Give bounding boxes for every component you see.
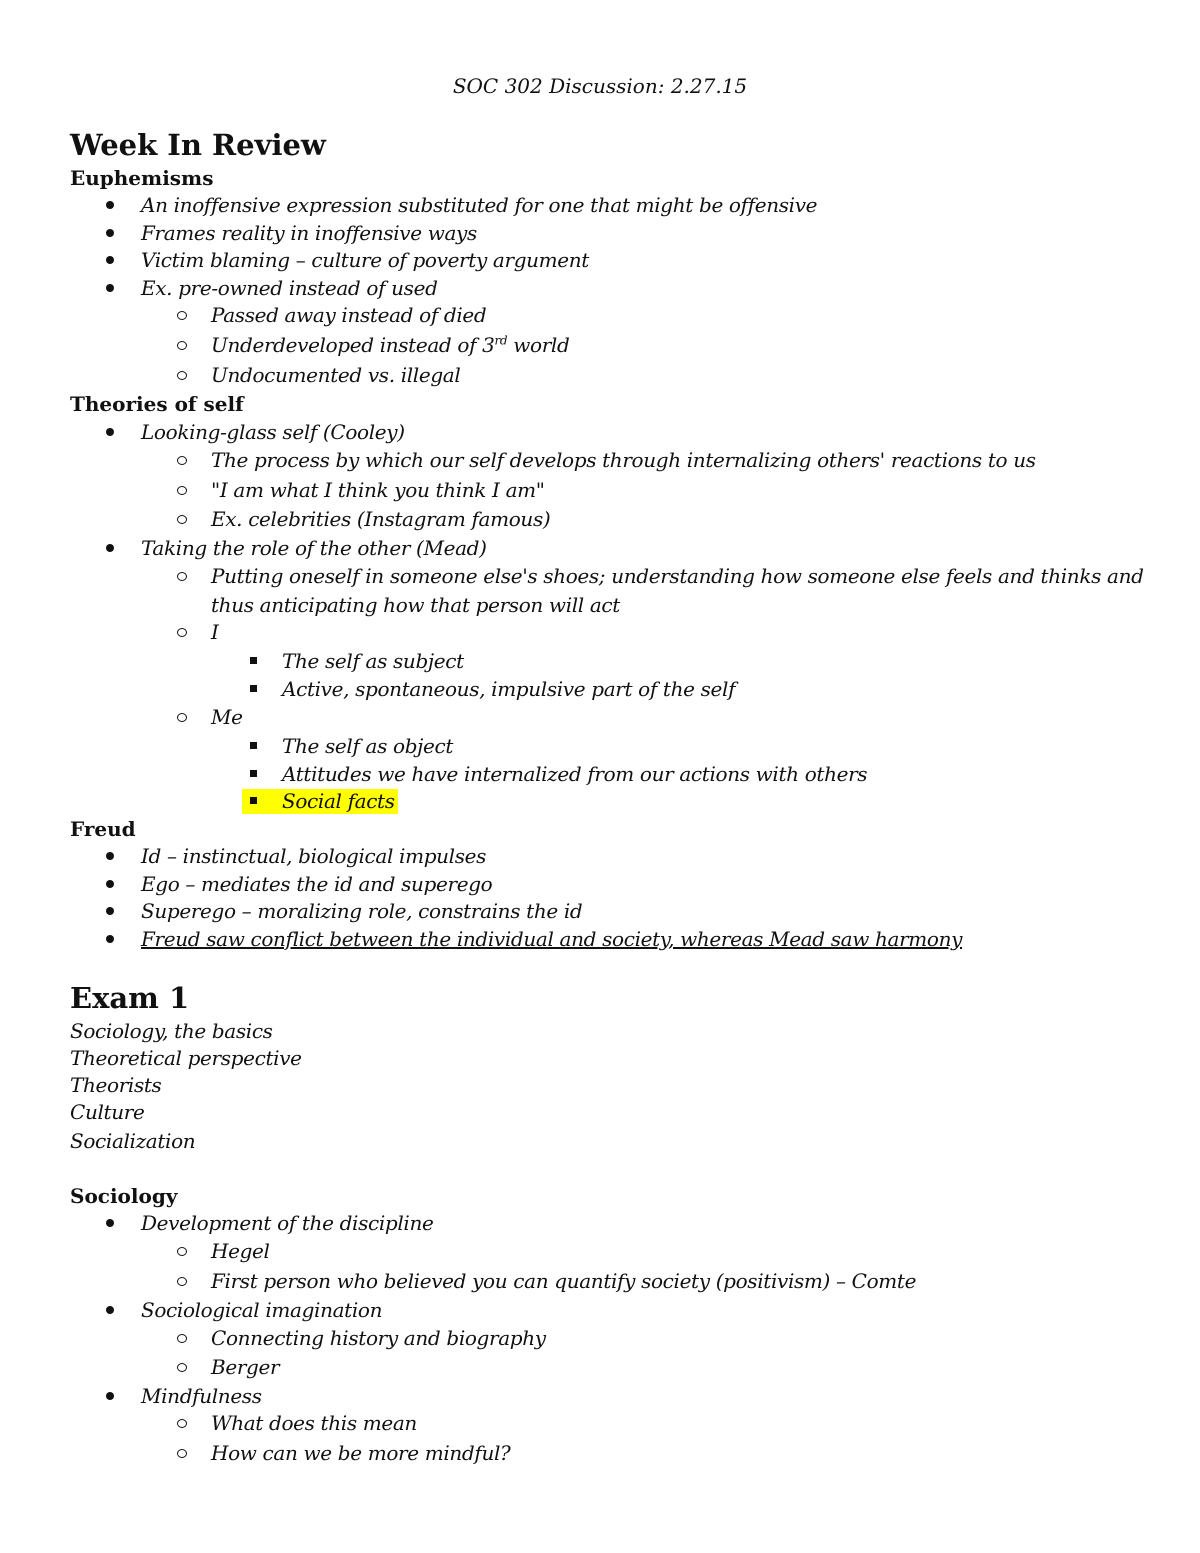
exam-topic: Theoretical perspective [70, 1046, 302, 1070]
circle-bullet-icon [177, 572, 187, 581]
list-item-text: Me [211, 705, 243, 729]
bullet-icon [106, 1306, 114, 1314]
bullet-icon [106, 1219, 114, 1227]
list-item-text [211, 332, 569, 358]
bullet-icon [106, 201, 114, 209]
page-header: SOC 302 Discussion: 2.27.15 [452, 74, 748, 98]
list-item-text: First person who believed you can quantify society (positivism) – Comte [211, 1269, 917, 1293]
exam-topic: Sociology, the basics [70, 1019, 273, 1043]
square-bullet-icon [250, 657, 257, 664]
superscript: rd [494, 333, 508, 348]
bullet-icon [106, 428, 114, 436]
list-item-text: Passed away instead of died [211, 303, 487, 327]
circle-bullet-icon [177, 1449, 187, 1458]
text-part: Underdeveloped instead of 3 [211, 333, 495, 357]
list-item-text: The process by which our self develops through internalizing others' reactions to us [211, 448, 1036, 472]
heading-freud: Freud [70, 817, 136, 841]
text-part: world [507, 333, 570, 357]
list-item-text: What does this mean [211, 1411, 417, 1435]
list-item-text: Looking-glass self (Cooley) [141, 420, 405, 444]
bullet-icon [106, 880, 114, 888]
list-item-text: Active, spontaneous, impulsive part of the self [282, 677, 736, 701]
list-item-text: Attitudes we have internalized from our actions with others [282, 762, 868, 786]
list-item-text: "I am what I think you think I am" [211, 478, 545, 502]
list-item-text: Superego – moralizing role, constrains the id [141, 899, 583, 923]
list-item-text: An inoffensive expression substituted for one that might be offensive [141, 193, 818, 217]
circle-bullet-icon [177, 628, 187, 637]
list-item-text: Sociological imagination [141, 1298, 383, 1322]
circle-bullet-icon [177, 1334, 187, 1343]
circle-bullet-icon [177, 515, 187, 524]
circle-bullet-icon [177, 341, 187, 350]
heading-theories-of-self: Theories of self [70, 392, 244, 416]
square-bullet-icon [250, 685, 257, 692]
square-bullet-icon [250, 797, 257, 804]
bullet-icon [106, 284, 114, 292]
circle-bullet-icon [177, 1247, 187, 1256]
circle-bullet-icon [177, 486, 187, 495]
circle-bullet-icon [177, 456, 187, 465]
list-item-text: thus anticipating how that person will act [211, 593, 620, 617]
list-item-text: The self as subject [282, 649, 464, 673]
list-item-text: Freud saw conflict between the individual and society, whereas Mead saw harmony [141, 927, 963, 951]
bullet-icon [106, 1392, 114, 1400]
list-item-text: How can we be more mindful? [211, 1441, 511, 1465]
section-title-week-in-review: Week In Review [70, 128, 326, 162]
bullet-icon [106, 544, 114, 552]
bullet-icon [106, 935, 114, 943]
exam-topic: Theorists [70, 1073, 162, 1097]
list-item-text: Berger [211, 1355, 280, 1379]
list-item-text: Id – instinctual, biological impulses [141, 844, 487, 868]
list-item-text: Ex. celebrities (Instagram famous) [211, 507, 551, 531]
list-item-text: The self as object [282, 734, 454, 758]
list-item-text: Social facts [282, 789, 395, 813]
bullet-icon [106, 852, 114, 860]
list-item-text: Victim blaming – culture of poverty argument [141, 248, 589, 272]
list-item-text: Putting oneself in someone else's shoes; understanding how someone else feels and thinks and [211, 564, 1144, 588]
list-item-text: Connecting history and biography [211, 1326, 546, 1350]
list-item-text: Ego – mediates the id and superego [141, 872, 493, 896]
square-bullet-icon [250, 742, 257, 749]
list-item-text: Hegel [211, 1239, 270, 1263]
list-item-text: Mindfulness [141, 1384, 262, 1408]
circle-bullet-icon [177, 1419, 187, 1428]
bullet-icon [106, 907, 114, 915]
circle-bullet-icon [177, 713, 187, 722]
list-item-text: I [211, 620, 219, 644]
bullet-icon [106, 229, 114, 237]
list-item-text: Undocumented vs. illegal [211, 363, 461, 387]
circle-bullet-icon [177, 371, 187, 380]
heading-euphemisms: Euphemisms [70, 166, 214, 190]
heading-sociology: Sociology [70, 1184, 178, 1208]
list-item-text: Frames reality in inoffensive ways [141, 221, 477, 245]
circle-bullet-icon [177, 311, 187, 320]
circle-bullet-icon [177, 1277, 187, 1286]
bullet-icon [106, 256, 114, 264]
circle-bullet-icon [177, 1363, 187, 1372]
exam-topic: Socialization [70, 1129, 196, 1153]
section-title-exam-1: Exam 1 [70, 981, 190, 1015]
list-item-text: Development of the discipline [141, 1211, 434, 1235]
exam-topic: Culture [70, 1100, 145, 1124]
list-item-text: Ex. pre-owned instead of used [141, 276, 438, 300]
square-bullet-icon [250, 770, 257, 777]
list-item-text: Taking the role of the other (Mead) [141, 536, 487, 560]
